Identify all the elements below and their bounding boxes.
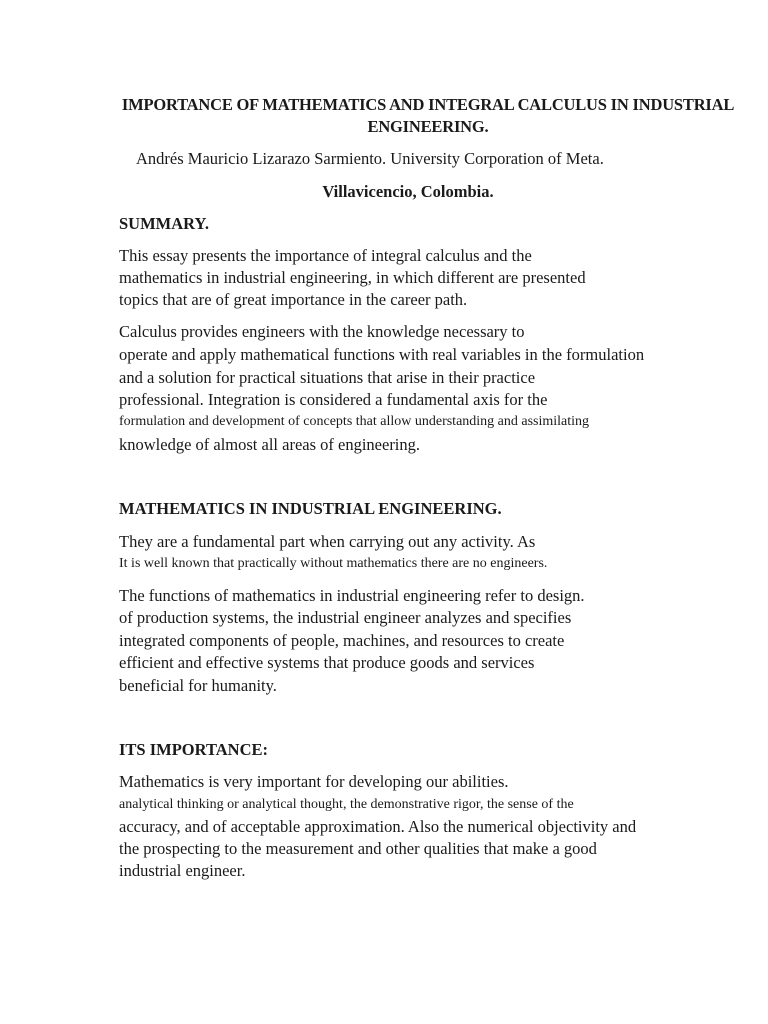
paragraph-line: topics that are of great importance in the career path. bbox=[119, 290, 468, 309]
paragraph-line: Mathematics is very important for developing our abilities. bbox=[119, 772, 509, 791]
section-heading-summary: SUMMARY. bbox=[119, 214, 210, 233]
paragraph-line: accuracy, and of acceptable approximation. Also the numerical objectivity and bbox=[119, 817, 637, 836]
author-line: Andrés Mauricio Lizarazo Sarmiento. University Corporation of Meta. bbox=[136, 149, 604, 168]
paragraph-line: mathematics in industrial engineering, in which different are presented bbox=[119, 268, 586, 287]
section-heading-importance: ITS IMPORTANCE: bbox=[119, 740, 268, 759]
paragraph-line: integrated components of people, machines, and resources to create bbox=[119, 631, 565, 650]
paragraph-line: beneficial for humanity. bbox=[119, 676, 277, 695]
paragraph-line: professional. Integration is considered a fundamental axis for the bbox=[119, 390, 548, 409]
paragraph-line: It is well known that practically without mathematics there are no engineers. bbox=[119, 556, 548, 571]
location-line: Villavicencio, Colombia. bbox=[322, 182, 494, 201]
paragraph-line: the prospecting to the measurement and other qualities that make a good bbox=[119, 839, 597, 858]
paragraph-line: They are a fundamental part when carrying out any activity. As bbox=[119, 532, 536, 551]
paragraph-line: The functions of mathematics in industrial engineering refer to design. bbox=[119, 586, 585, 605]
paragraph-line: knowledge of almost all areas of engineering. bbox=[119, 435, 421, 454]
paragraph-line: formulation and development of concepts that allow understanding and assimilating bbox=[119, 414, 590, 429]
paragraph-line: of production systems, the industrial engineer analyzes and specifies bbox=[119, 608, 572, 627]
paragraph-line: efficient and effective systems that produce goods and services bbox=[119, 653, 535, 672]
section-heading-mathematics: MATHEMATICS IN INDUSTRIAL ENGINEERING. bbox=[119, 499, 502, 518]
paragraph-line: and a solution for practical situations that arise in their practice bbox=[119, 368, 536, 387]
paragraph-line: operate and apply mathematical functions with real variables in the formulation bbox=[119, 345, 645, 364]
paragraph-line: Calculus provides engineers with the knowledge necessary to bbox=[119, 322, 525, 341]
paragraph-line: analytical thinking or analytical thought, the demonstrative rigor, the sense of the bbox=[119, 797, 574, 812]
paragraph-line: industrial engineer. bbox=[119, 861, 246, 880]
paragraph-line: This essay presents the importance of integral calculus and the bbox=[119, 246, 532, 265]
document-title: IMPORTANCE OF MATHEMATICS AND INTEGRAL CALCULUS IN INDUSTRIAL ENGINEERING. bbox=[121, 95, 735, 136]
